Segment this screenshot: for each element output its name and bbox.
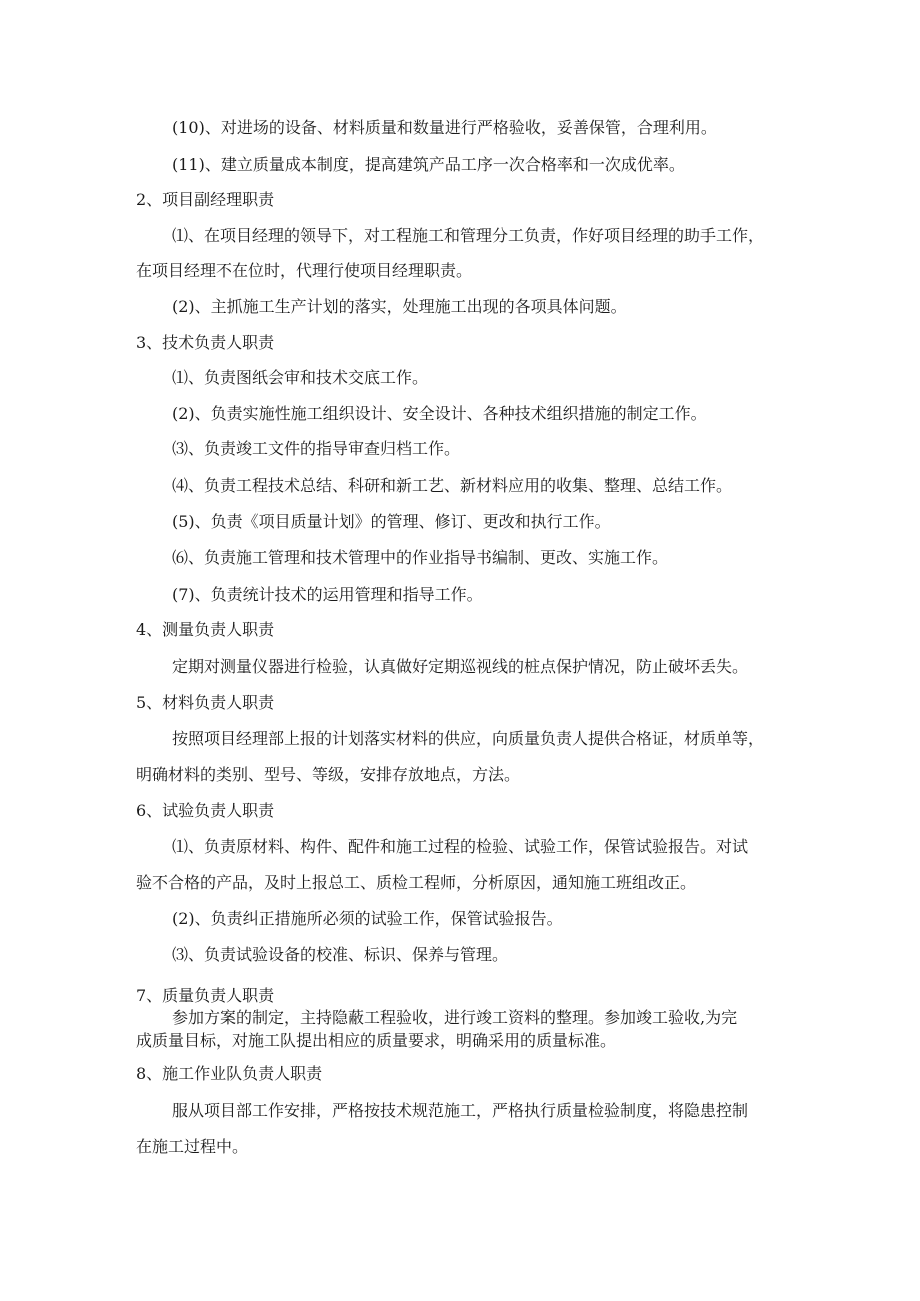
section-heading: 3、技术负责人职责: [136, 333, 275, 352]
paragraph-line: 按照项目经理部上报的计划落实材料的供应，向质量负责人提供合格证，材质单等，: [172, 729, 765, 748]
paragraph-line: ⑶、负责试验设备的校准、标识、保养与管理。: [172, 945, 509, 964]
paragraph-line: 服从项目部工作安排，严格按技术规范施工，严格执行质量检验制度，将隐患控制: [172, 1101, 749, 1120]
paragraph-line: ⑴、在项目经理的领导下，对工程施工和管理分工负责，作好项目经理的助手工作，: [172, 226, 765, 245]
paragraph-line: (2)、负责实施性施工组织设计、安全设计、各种技术组织措施的制定工作。: [172, 404, 707, 423]
paragraph-line: (7)、负责统计技术的运用管理和指导工作。: [172, 585, 483, 604]
paragraph-line: 定期对测量仪器进行检验，认真做好定期巡视线的桩点保护情况，防止破坏丢失。: [172, 657, 749, 676]
section-heading: 5、材料负责人职责: [136, 693, 275, 712]
paragraph-line: ⑶、负责竣工文件的指导审查归档工作。: [172, 439, 461, 458]
paragraph-line: 明确材料的类别、型号、等级，安排存放地点，方法。: [136, 765, 521, 784]
section-heading: 4、测量负责人职责: [136, 620, 275, 639]
paragraph-line: 在项目经理不在位时，代理行使项目经理职责。: [136, 261, 473, 280]
paragraph-line: (5)、负责《项目质量计划》的管理、修订、更改和执行工作。: [172, 512, 611, 531]
paragraph-line: (2)、主抓施工生产计划的落实，处理施工出现的各项具体问题。: [172, 297, 627, 316]
paragraph-line: (2)、负责纠正措施所必须的试验工作，保管试验报告。: [172, 909, 563, 928]
paragraph-line: ⑴、负责原材料、构件、配件和施工过程的检验、试验工作，保管试验报告。对试: [172, 837, 749, 856]
section-heading: 6、试验负责人职责: [136, 801, 275, 820]
section-heading: 2、项目副经理职责: [136, 190, 275, 209]
paragraph-line: ⑷、负责工程技术总结、科研和新工艺、新材料应用的收集、整理、总结工作。: [172, 476, 733, 495]
paragraph-line: 参加方案的制定，主持隐蔽工程验收，进行竣工资料的整理。参加竣工验收,为完: [172, 1008, 738, 1027]
paragraph-line: 成质量目标，对施工队提出相应的质量要求，明确采用的质量标准。: [136, 1031, 617, 1050]
paragraph-line: ⑴、负责图纸会审和技术交底工作。: [172, 368, 429, 387]
paragraph-line: 在施工过程中。: [136, 1137, 249, 1156]
paragraph-line: 验不合格的产品，及时上报总工、质检工程师，分析原因，通知施工班组改正。: [136, 873, 697, 892]
paragraph-line: (11)、建立质量成本制度，提高建筑产品工序一次合格率和一次成优率。: [172, 155, 685, 174]
paragraph-line: (10)、对进场的设备、材料质量和数量进行严格验收，妥善保管，合理利用。: [172, 118, 717, 137]
section-heading: 7、质量负责人职责: [136, 986, 275, 1005]
paragraph-line: ⑹、负责施工管理和技术管理中的作业指导书编制、更改、实施工作。: [172, 548, 669, 567]
section-heading: 8、施工作业队负责人职责: [136, 1064, 323, 1083]
